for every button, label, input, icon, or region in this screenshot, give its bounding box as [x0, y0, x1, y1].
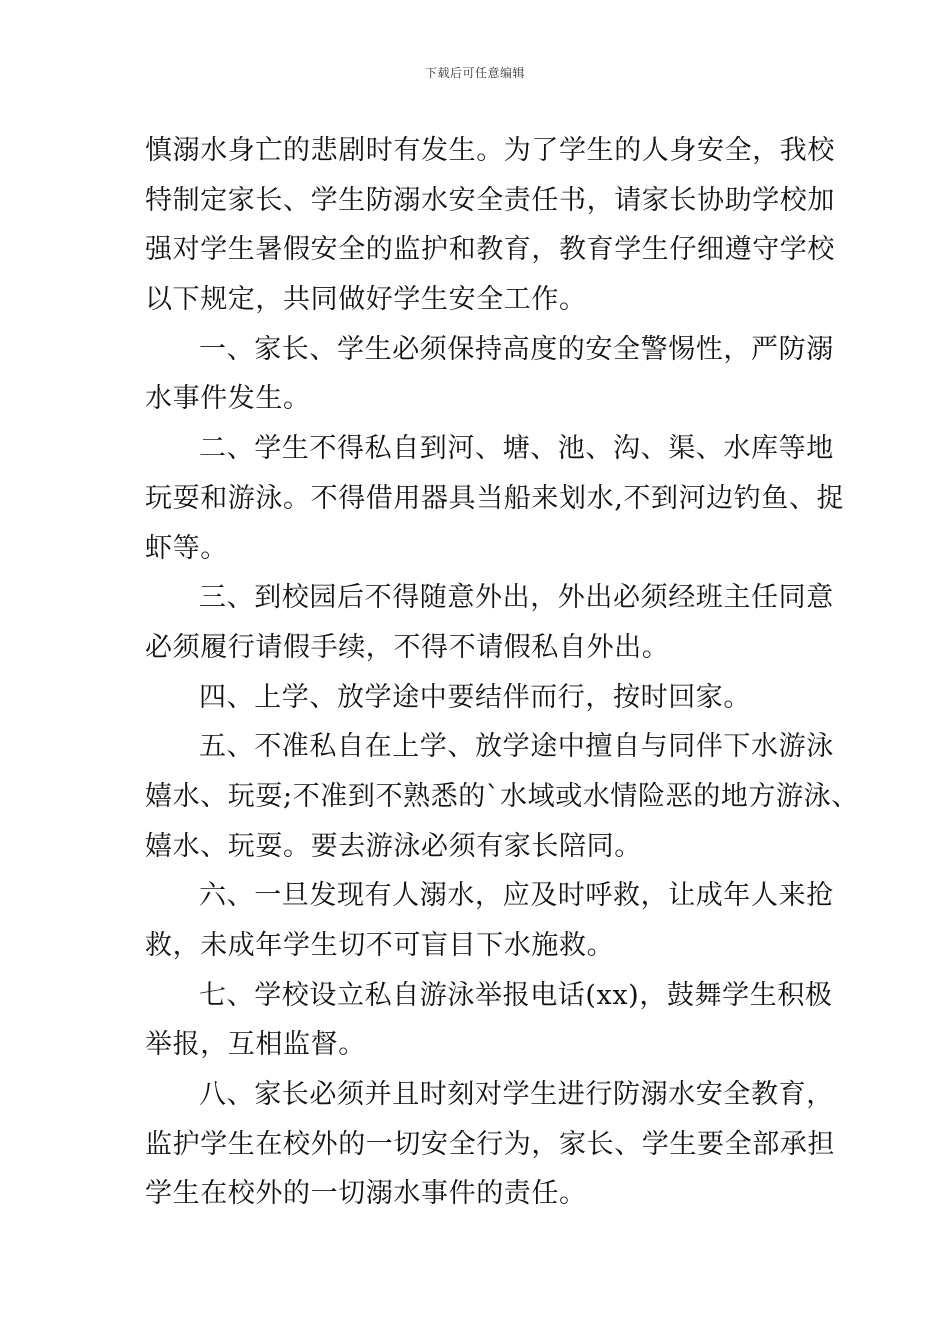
- text-line: 必须履行请假手续，不得不请假私自外出。: [145, 631, 670, 663]
- text-line: 嬉水、玩耍。要去游泳必须有家长陪同。: [145, 830, 642, 862]
- text-line: 举报，互相监督。: [145, 1029, 366, 1061]
- text-line: 三、到校园后不得随意外出，外出必须经班主任同意: [199, 582, 834, 614]
- text-line: 慎溺水身亡的悲剧时有发生。为了学生的人身安全，我校: [145, 135, 835, 166]
- text-line: 一、家长、学生必须保持高度的安全警惕性，严防溺: [199, 333, 834, 365]
- text-line: 五、不准私自在上学、放学途中擅自与同伴下水游泳: [199, 731, 834, 763]
- document-body: [145, 126, 859, 1219]
- header-note: 下载后可任意编辑: [424, 66, 525, 80]
- text-line: 以下规定，共同做好学生安全工作。: [145, 284, 587, 316]
- text-line: 水事件发生。: [145, 383, 311, 415]
- text-line: 虾等。: [145, 532, 228, 564]
- text-line: 学生在校外的一切溺水事件的责任。: [145, 1178, 587, 1210]
- text-line: 强对学生暑假安全的监护和教育，教育学生仔细遵守学校: [145, 234, 835, 266]
- text-line: 六、一旦发现有人溺水，应及时呼救，让成年人来抢: [199, 880, 834, 912]
- text-line: 救，未成年学生切不可盲目下水施救。: [145, 930, 615, 961]
- text-line: 监护学生在校外的一切安全行为，家长、学生要全部承担: [145, 1128, 835, 1160]
- text-line: 特制定家长、学生防溺水安全责任书，请家长协助学校加: [145, 184, 835, 216]
- text-line: 七、学校设立私自游泳举报电话(xx)，鼓舞学生积极: [199, 979, 833, 1011]
- text-line: 四、上学、放学途中要结伴而行，按时回家。: [199, 681, 751, 713]
- text-line: 二、学生不得私自到河、塘、池、沟、渠、水库等地: [199, 433, 834, 465]
- text-line: 八、家长必须并且时刻对学生进行防溺水安全教育，: [199, 1079, 834, 1111]
- text-line: 嬉水、玩耍;不准到不熟悉的`水域或水情险恶的地方游泳、: [145, 780, 859, 812]
- text-line: 玩耍和游泳。不得借用器具当船来划水,不到河边钓鱼、捉: [145, 482, 845, 514]
